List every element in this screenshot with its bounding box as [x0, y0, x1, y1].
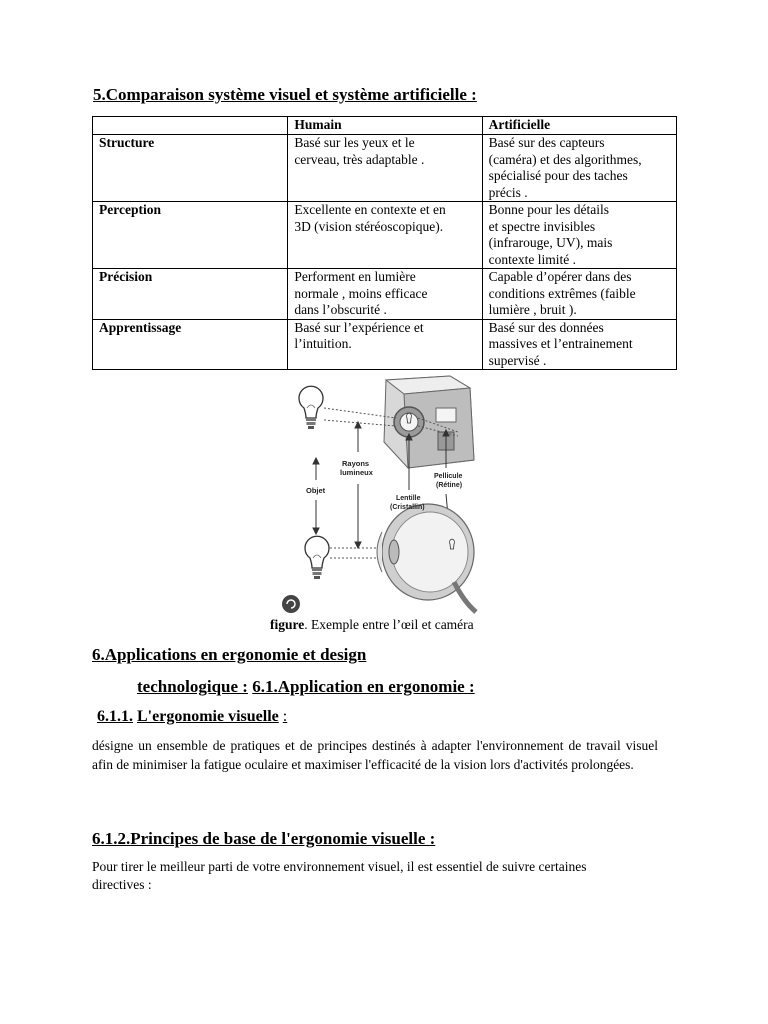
section-6-title-line2: technologique : [137, 677, 248, 696]
section-5-title: Comparaison système visuel et système artificielle : [105, 85, 477, 104]
cell-line: normale , moins efficace [294, 285, 428, 301]
section-6-1-2-title: Principes de base de l'ergonomie visuelle : [130, 829, 436, 848]
row-label: Perception [93, 202, 288, 269]
cell-line: lumière , bruit ). [488, 302, 577, 317]
label-pellicule-line2: (Rétine) [436, 482, 463, 489]
label-rayons-line1: Rayons [342, 459, 370, 468]
cell-line: Performent en lumière [294, 269, 416, 284]
cell-line: (infrarouge, UV), mais [488, 235, 613, 250]
section-6-heading-line2 [137, 677, 475, 697]
row-label: Précision [93, 269, 288, 320]
paragraph-line: Pour tirer le meilleur parti de votre environnement visuel, il est essentiel de suivre certaines [92, 859, 587, 874]
label-lentille-line1: Lentille [396, 495, 421, 502]
cell-line: Basé sur l’expérience et [294, 319, 424, 335]
table-header-cell: Artificielle [482, 117, 676, 135]
lightbulb-bottom-icon [305, 536, 329, 579]
cell-line: (caméra) et des algorithmes, [488, 151, 642, 167]
table-cell [482, 135, 676, 202]
comparison-table [92, 116, 677, 370]
cell-line: Capable d’opérer dans des [488, 269, 632, 284]
cell-line: Basé sur des capteurs [488, 135, 605, 150]
cell-line: massives et l’entrainement [488, 336, 633, 351]
row-label: Apprentissage [93, 319, 288, 370]
section-6-heading [92, 645, 366, 665]
section-6-1-1-colon: : [282, 708, 288, 725]
section-6-1-number: 6.1. [252, 677, 278, 696]
label-rayons-line2: lumineux [340, 468, 373, 477]
section-6-1-1-title: L'ergonomie visuelle [137, 708, 279, 725]
label-pellicule-line1: Pellicule [434, 473, 463, 480]
section-6-1-2-number: 6.1.2. [92, 829, 131, 848]
caption-bold: figure [270, 617, 305, 632]
section-6-title-line1: Applications en ergonomie et design [104, 645, 367, 664]
table-cell [288, 202, 482, 269]
cell-line: Excellente en contexte et en [294, 202, 446, 217]
section-5-number: 5. [93, 85, 106, 104]
cell-line: Basé sur des données [488, 319, 604, 335]
watermark-logo-icon [282, 595, 300, 613]
table-cell [482, 319, 676, 370]
object-arrow [313, 458, 319, 534]
caption-text: . Exemple entre l’œil et caméra [304, 617, 474, 632]
cell-line: Basé sur les yeux et le [294, 135, 415, 150]
section-6-number: 6. [92, 645, 105, 664]
section-6-1-2-paragraph [92, 858, 658, 894]
label-lentille-line2: (Cristallin) [390, 504, 425, 511]
cell-line: conditions extrêmes (faible [488, 285, 636, 301]
section-6-1-1-number: 6.1.1. [97, 708, 133, 725]
section-6-1-title: Application en ergonomie : [277, 677, 475, 696]
cell-line: contexte limité . [488, 251, 577, 267]
section-5-heading [93, 85, 477, 105]
section-6-1-1-paragraph: désigne un ensemble de pratiques et de principes destinés à adapter l'environnement de travail visuel afin de minimiser la fatigue oculaire et maximiser l'efficacité de la vision lors d'activités prolongées. [92, 738, 658, 772]
cell-line: cerveau, très adaptable . [294, 151, 425, 167]
cell-line: Bonne pour les détails [488, 202, 610, 217]
table-row [93, 269, 677, 320]
cell-line: et spectre invisibles [488, 218, 596, 234]
cell-line: l’intuition. [294, 336, 352, 351]
table-cell [482, 202, 676, 269]
table-cell [482, 269, 676, 320]
figure-caption [270, 617, 474, 633]
section-6-1-1-heading [97, 708, 287, 726]
section-6-1-2-heading [92, 829, 435, 849]
table-header-cell: Humain [288, 117, 482, 135]
table-row [93, 319, 677, 370]
lightbulb-top-icon [299, 386, 323, 429]
cell-line: dans l’obscurité . [294, 302, 387, 317]
eye-icon [377, 504, 476, 612]
cell-line: précis . [488, 184, 528, 200]
table-cell [288, 319, 482, 370]
eye-camera-illustration [278, 372, 492, 618]
cell-line: spécialisé pour des taches [488, 168, 628, 183]
eye-camera-figure [278, 372, 492, 618]
table-row [93, 202, 677, 269]
row-label: Structure [93, 135, 288, 202]
camera-icon [384, 376, 474, 468]
cell-line: 3D (vision stéréoscopique). [294, 218, 444, 234]
table-cell [288, 269, 482, 320]
cell-line: supervisé . [488, 352, 547, 368]
label-objet: Objet [306, 486, 326, 495]
table-header-cell [93, 117, 288, 135]
rays-arrow [355, 422, 361, 548]
paragraph-line: directives : [92, 877, 152, 892]
table-row [93, 135, 677, 202]
table-header-row [93, 117, 677, 135]
table-cell [288, 135, 482, 202]
